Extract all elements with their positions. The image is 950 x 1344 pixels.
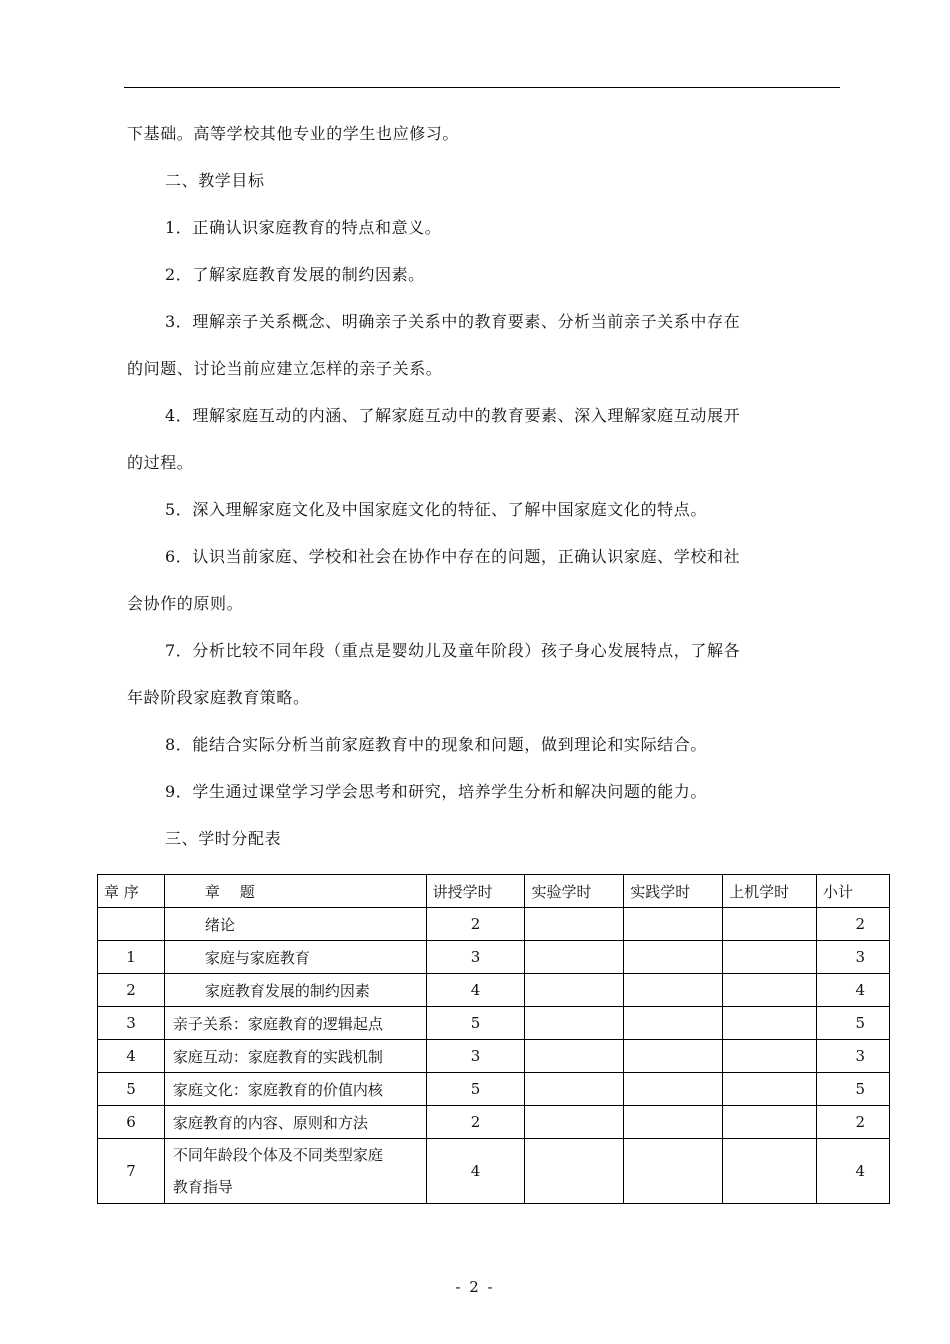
header-practice-hours: 实践学时 (624, 875, 723, 908)
cell-lecture: 2 (426, 908, 525, 941)
goal-item: 5．深入理解家庭文化及中国家庭文化的特征、了解中国家庭文化的特点。 (165, 500, 707, 519)
table-row (98, 1040, 890, 1073)
cell-title: 家庭文化：家庭教育的价值内核 (164, 1073, 426, 1106)
section-heading-hours-table: 三、学时分配表 (165, 829, 282, 848)
hours-allocation-table (97, 874, 890, 1204)
goal-item: 3．理解亲子关系概念、明确亲子关系中的教育要素、分析当前亲子关系中存在 (165, 312, 741, 331)
cell-practice (624, 974, 723, 1007)
goal-item: 8．能结合实际分析当前家庭教育中的现象和问题，做到理论和实际结合。 (165, 735, 707, 754)
cell-total: 2 (817, 908, 890, 941)
goal-item: 4．理解家庭互动的内涵、了解家庭互动中的教育要素、深入理解家庭互动展开 (165, 406, 741, 425)
cell-title-line: 不同年龄段个体及不同类型家庭 (172, 1146, 383, 1164)
section-heading-teaching-goals: 二、教学目标 (165, 171, 265, 190)
goal-item-continued: 的过程。 (127, 453, 194, 472)
cell-title: 家庭教育发展的制约因素 (164, 974, 426, 1007)
header-lecture-hours: 讲授学时 (426, 875, 525, 908)
table-header-row (98, 875, 890, 908)
table-row (98, 908, 890, 941)
cell-total: 5 (817, 1007, 890, 1040)
table-row (98, 941, 890, 974)
header-rule (124, 87, 840, 88)
cell-lab (525, 941, 624, 974)
cell-title: 家庭教育的内容、原则和方法 (164, 1106, 426, 1139)
cell-lab (525, 908, 624, 941)
table-row (98, 1073, 890, 1106)
header-chapter-title: 章 题 (164, 875, 426, 908)
cell-seq: 6 (98, 1106, 165, 1139)
cell-computer (723, 1040, 817, 1073)
cell-total: 3 (817, 1040, 890, 1073)
cell-computer (723, 1073, 817, 1106)
cell-computer (723, 974, 817, 1007)
cell-lab (525, 1139, 624, 1204)
cell-computer (723, 1106, 817, 1139)
cell-practice (624, 1139, 723, 1204)
header-computer-hours: 上机学时 (723, 875, 817, 908)
cell-lecture: 4 (426, 974, 525, 1007)
cell-seq (98, 908, 165, 941)
goal-item: 7．分析比较不同年段（重点是婴幼儿及童年阶段）孩子身心发展特点，了解各 (165, 641, 741, 660)
goal-item: 1．正确认识家庭教育的特点和意义。 (165, 218, 442, 237)
cell-practice (624, 1073, 723, 1106)
table-row (98, 1007, 890, 1040)
cell-lab (525, 1040, 624, 1073)
cell-lab (525, 1007, 624, 1040)
cell-computer (723, 1139, 817, 1204)
cell-seq: 1 (98, 941, 165, 974)
cell-title-line: 教育指导 (172, 1178, 233, 1196)
goal-item-continued: 年龄阶段家庭教育策略。 (127, 688, 310, 707)
cell-total: 4 (817, 1139, 890, 1204)
cell-lecture: 4 (426, 1139, 525, 1204)
goal-item: 2．了解家庭教育发展的制约因素。 (165, 265, 425, 284)
cell-practice (624, 941, 723, 974)
cell-title: 绪论 (164, 908, 426, 941)
cell-practice (624, 908, 723, 941)
cell-computer (723, 1007, 817, 1040)
cell-lecture: 3 (426, 941, 525, 974)
cell-lab (525, 1073, 624, 1106)
body-text (127, 110, 839, 862)
table-row (98, 1139, 890, 1204)
table-row (98, 974, 890, 1007)
cell-lab (525, 974, 624, 1007)
cell-lecture: 5 (426, 1007, 525, 1040)
cell-seq: 3 (98, 1007, 165, 1040)
cell-practice (624, 1040, 723, 1073)
cell-computer (723, 941, 817, 974)
header-subtotal: 小计 (817, 875, 890, 908)
goal-item-continued: 的问题、讨论当前应建立怎样的亲子关系。 (127, 359, 443, 378)
cell-title: 家庭互动：家庭教育的实践机制 (164, 1040, 426, 1073)
cell-title: 家庭与家庭教育 (164, 941, 426, 974)
cell-total: 3 (817, 941, 890, 974)
cell-lecture: 5 (426, 1073, 525, 1106)
header-lab-hours: 实验学时 (525, 875, 624, 908)
cell-computer (723, 908, 817, 941)
table-row (98, 1106, 890, 1139)
cell-lecture: 2 (426, 1106, 525, 1139)
cell-total: 4 (817, 974, 890, 1007)
cell-seq: 4 (98, 1040, 165, 1073)
cell-title (164, 1139, 426, 1204)
cell-title: 亲子关系：家庭教育的逻辑起点 (164, 1007, 426, 1040)
cell-seq: 5 (98, 1073, 165, 1106)
cell-practice (624, 1106, 723, 1139)
cell-total: 2 (817, 1106, 890, 1139)
goal-item-continued: 会协作的原则。 (127, 594, 244, 613)
cell-practice (624, 1007, 723, 1040)
cell-total: 5 (817, 1073, 890, 1106)
cell-seq: 7 (98, 1139, 165, 1204)
cell-lecture: 3 (426, 1040, 525, 1073)
cell-seq: 2 (98, 974, 165, 1007)
header-chapter-seq: 章 序 (98, 875, 165, 908)
paragraph-line: 下基础。高等学校其他专业的学生也应修习。 (127, 124, 460, 143)
goal-item: 9．学生通过课堂学习学会思考和研究，培养学生分析和解决问题的能力。 (165, 782, 707, 801)
cell-lab (525, 1106, 624, 1139)
goal-item: 6．认识当前家庭、学校和社会在协作中存在的问题，正确认识家庭、学校和社 (165, 547, 741, 566)
page-number: - 2 - (455, 1278, 495, 1296)
